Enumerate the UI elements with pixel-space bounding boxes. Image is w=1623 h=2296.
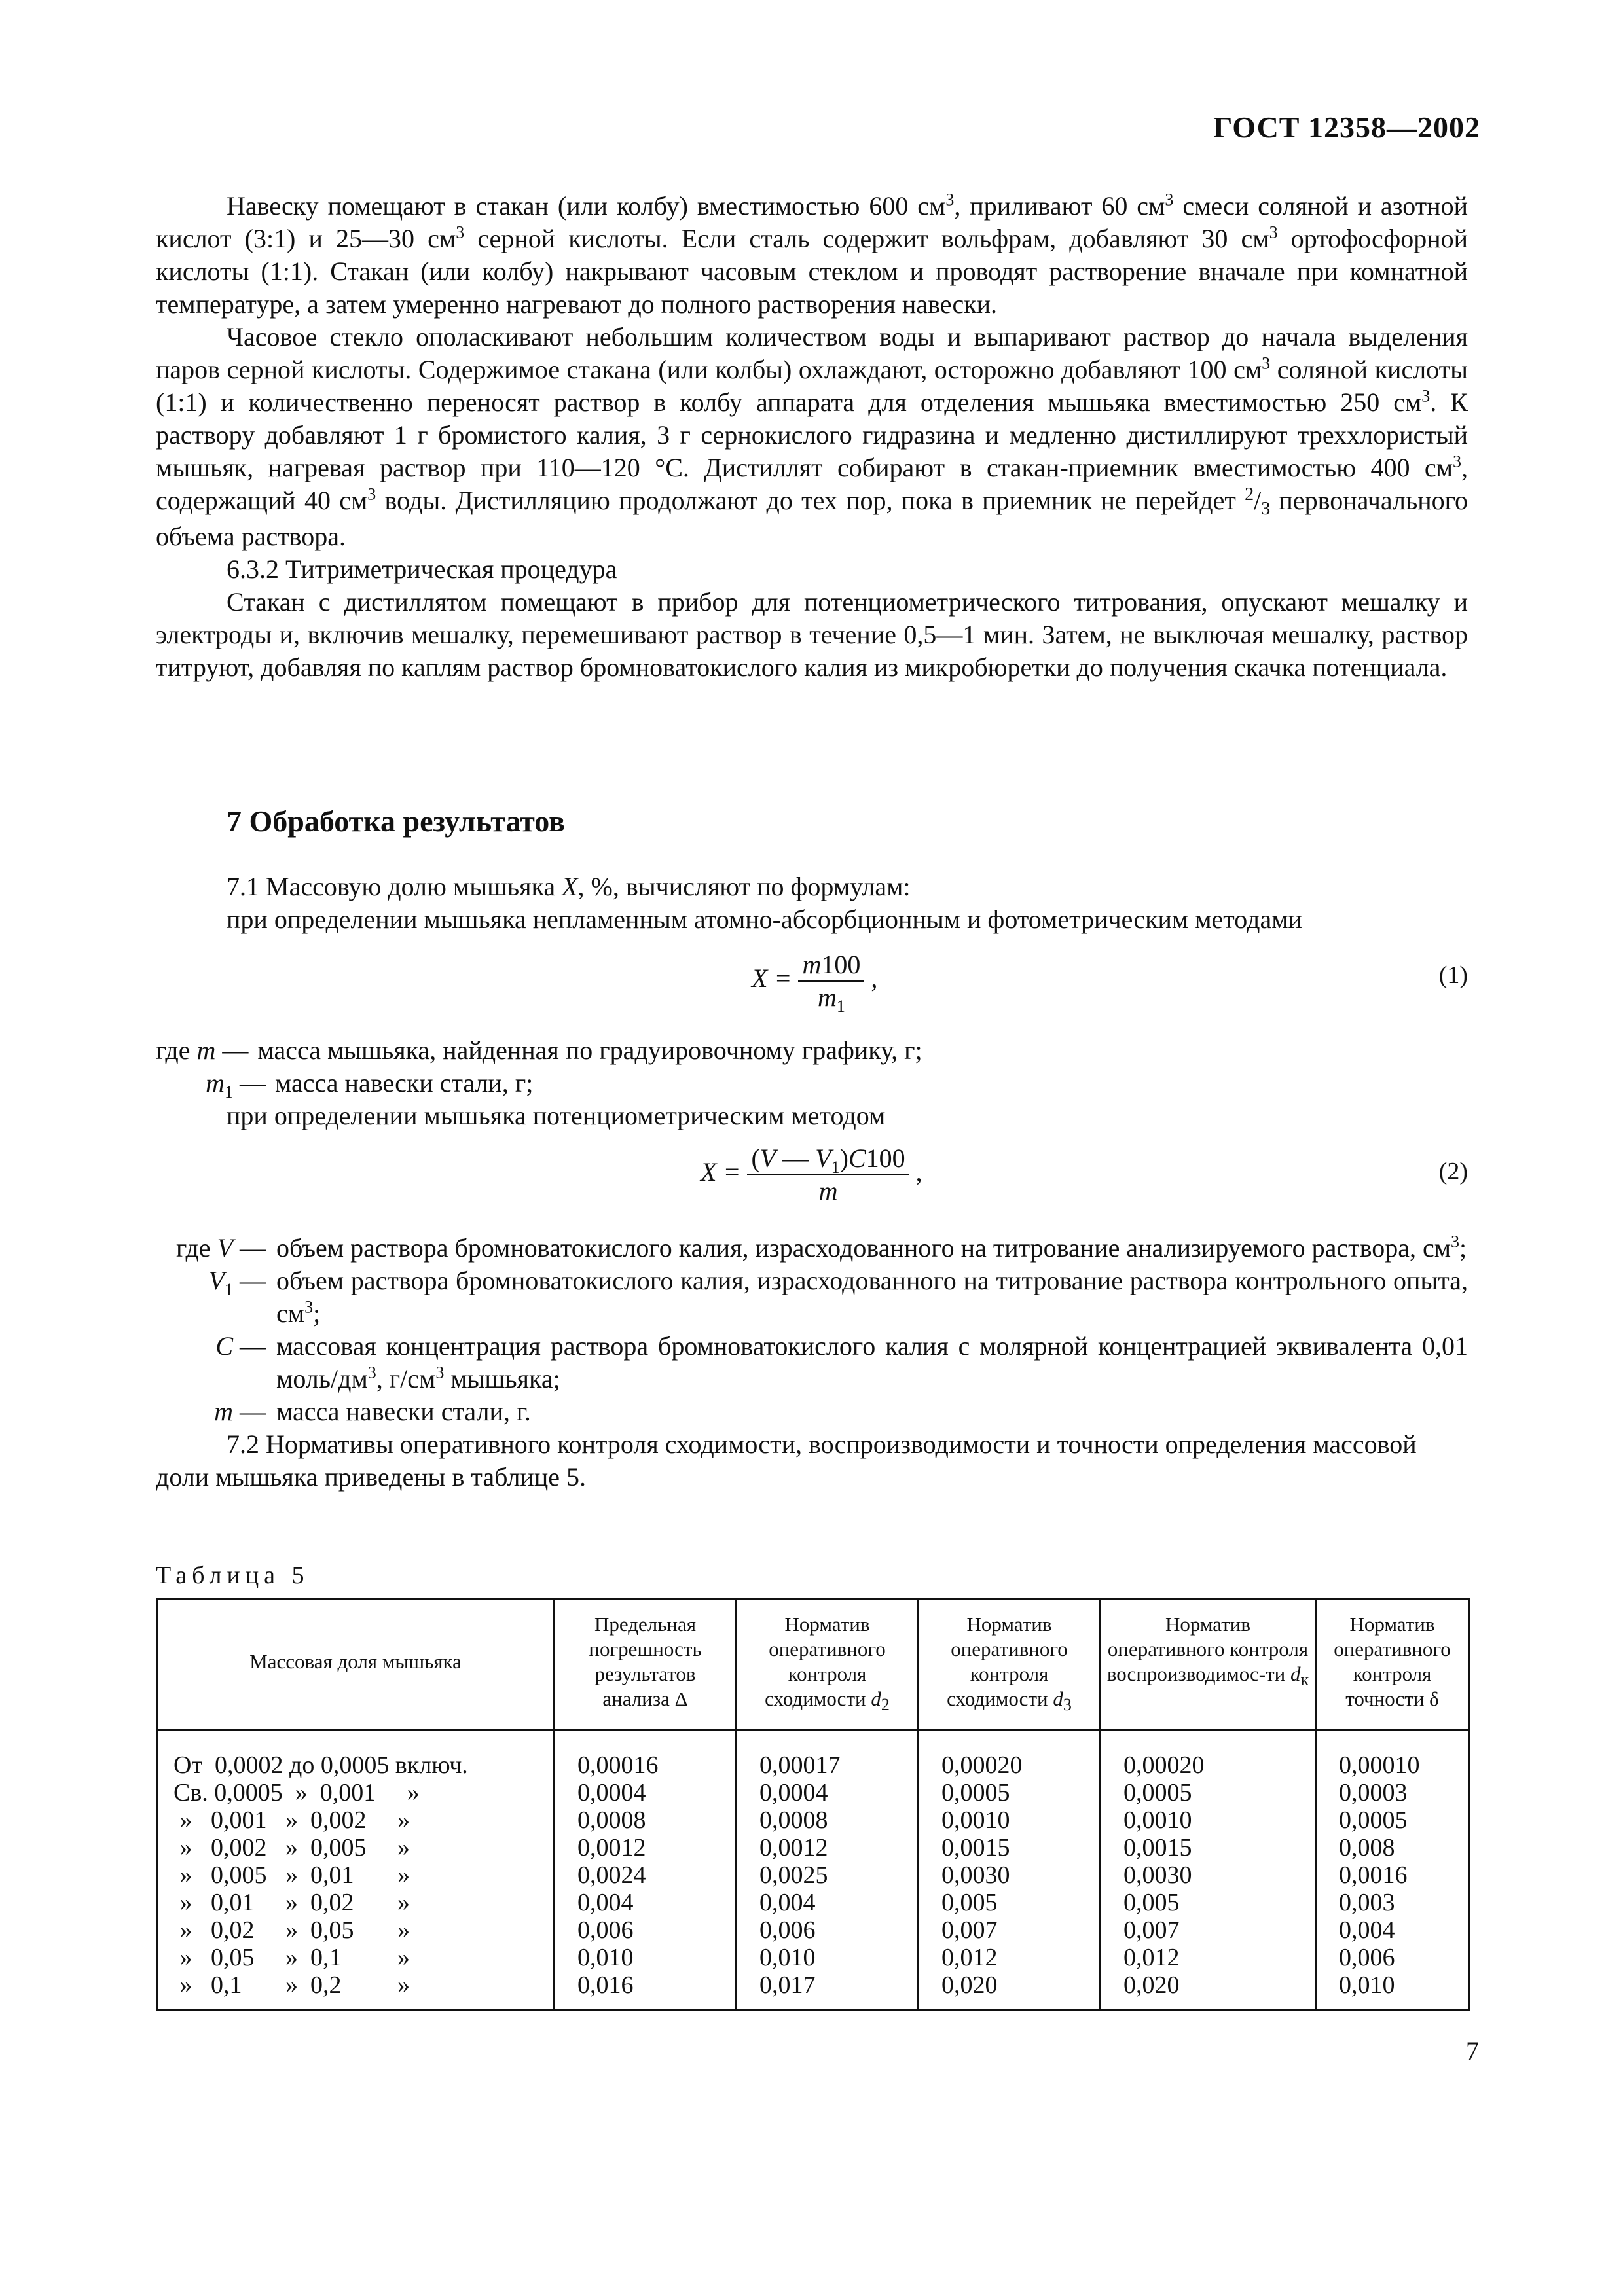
- table-cell: 0,005: [1123, 1889, 1180, 1916]
- header-repeatability-d2: Норматив оперативного контроля сходимости $d_2$: [737, 1600, 919, 1730]
- table-cell: 0,0004: [577, 1779, 646, 1806]
- column-d3: [919, 1730, 1101, 2011]
- table-cell: 0,003: [1339, 1889, 1395, 1916]
- definition-row: [156, 1034, 1468, 1067]
- table-cell: 0,012: [941, 1944, 998, 1971]
- table-cell: 0,020: [1123, 1971, 1180, 1999]
- definition-row: [156, 1330, 1468, 1395]
- formula-2-denominator: m: [818, 1176, 838, 1206]
- table-cell: 0,0010: [1123, 1806, 1192, 1834]
- page-number: 7: [1466, 2036, 1479, 2066]
- section-title: 7 Обработка результатов: [227, 804, 565, 838]
- table-caption: Таблица 5: [156, 1562, 310, 1589]
- column-ranges: [157, 1730, 555, 2011]
- subsection-6-3-2: 6.3.2 Титриметрическая процедура: [227, 554, 617, 584]
- table-cell: 0,0015: [1123, 1834, 1192, 1861]
- table-cell: 0,00020: [941, 1751, 1023, 1779]
- paragraph-titration: Стакан с дистиллятом помещают в прибор для потенциометрического титрования, опускают мешалку и электроды и, включив мешалку, перемешивают раствор в течение 0,5—1 мин. Затем, не выключая мешалку, раствор титруют, добавляя по каплям раствор бромноватокислого калия из микробюретки до получения скачка потенциала.: [156, 587, 1468, 682]
- definition-term: m —: [214, 1397, 266, 1426]
- table-cell: 0,0008: [577, 1806, 646, 1834]
- table-cell: 0,0016: [1339, 1861, 1408, 1889]
- definitions-2: [156, 1232, 1468, 1494]
- definition-term: C —: [215, 1331, 266, 1361]
- table-cell: 0,004: [577, 1889, 634, 1916]
- table-cell: » 0,02 » 0,05 »: [173, 1916, 410, 1944]
- table-cell: 0,0030: [941, 1861, 1010, 1889]
- table-cell: 0,00010: [1339, 1751, 1420, 1779]
- table-cell: 0,007: [941, 1916, 998, 1944]
- table-cell: » 0,1 » 0,2 »: [173, 1971, 410, 1999]
- intro-text: [156, 190, 1468, 684]
- paragraph-dissolution: Навеску помещают в стакан (или колбу) вместимостью 600 $см^3$, приливают 60 $см^3$ смеси соляной и азотной кислот (3:1) и 25—30 $см^3$ серной кислоты. Если сталь содержит вольфрам, добавляют 30 $см^3$ ортофосфорной кислоты (1:1). Стакан (или колбу) накрывают часовым стеклом и проводят растворение вначале при комнатной температуре, а затем умеренно нагревают до полного растворения навески.: [156, 190, 1468, 319]
- paragraph-method-pot: при определении мышьяка потенциометрическим методом: [227, 1101, 886, 1130]
- table-cell: 0,0010: [941, 1806, 1010, 1834]
- formula-1-fraction: [798, 949, 864, 1016]
- formula-1-tail: ,: [871, 963, 878, 994]
- definition-row: [156, 1395, 1468, 1428]
- table-cell: 0,00020: [1123, 1751, 1205, 1779]
- column-delta: [1316, 1730, 1469, 2011]
- paragraph-method-aa: при определении мышьяка непламенным атомно-абсорбционным и фотометрическим методами: [227, 905, 1302, 934]
- formula-2-numerator: (V — $V_1)C100$: [747, 1143, 909, 1175]
- table-5: [156, 1598, 1470, 2011]
- table-body-row: [157, 1730, 1469, 2011]
- table-cell: От 0,0002 до 0,0005 включ.: [173, 1751, 468, 1779]
- table-cell: 0,0012: [577, 1834, 646, 1861]
- paragraph-distillation: Часовое стекло ополаскивают небольшим количеством воды и выпаривают раствор до начала выделения паров серной кислоты. Содержимое стакана (или колбы) охлаждают, осторожно добавляют 100 $см^3$ соляной кислоты (1:1) и количественно переносят раствор в колбу аппарата для отделения мышьяка вместимостью 250 $см^3$. К раствору добавляют 1 г бромистого калия, 3 г сернокислого гидразина и медленно дистиллируют треххлористый мышьяк, нагревая раствор при 110—120 °С. Дистиллят собирают в стакан-приемник вместимостью 400 $см^3$, содержащий 40 $см^3$ воды. Дистилляцию продолжают до тех пор, пока в приемник не перейдет $^2/_3$ первоначального объема раствора.: [156, 322, 1468, 551]
- definition-term: $m_1$ —: [206, 1068, 266, 1102]
- table-cell: » 0,05 » 0,1 »: [173, 1944, 410, 1971]
- table-cell: 0,0024: [577, 1861, 646, 1889]
- table-cell: 0,010: [1339, 1971, 1395, 1999]
- formula-2-tail: ,: [915, 1157, 922, 1187]
- table-cell: 0,016: [577, 1971, 634, 1999]
- definition-desc: объем раствора бромноватокислого калия, израсходованного на титрование раствора контрольного опыта, $см^3$;: [276, 1266, 1468, 1328]
- definition-term: где m —: [156, 1035, 249, 1065]
- definition-term: $V_1$ —: [208, 1266, 266, 1299]
- table-cell: 0,0025: [759, 1861, 828, 1889]
- section-7-1: [156, 870, 1468, 936]
- table-cell: 0,012: [1123, 1944, 1180, 1971]
- table-cell: 0,0004: [759, 1779, 828, 1806]
- definition-row: [156, 1265, 1468, 1330]
- paragraph-7-1: 7.1 Массовую долю мышьяка X, %, вычисляют по формулам:: [227, 872, 911, 901]
- definition-row: [156, 1067, 1468, 1100]
- column-dk: [1101, 1730, 1316, 2011]
- definitions-1: [156, 1034, 1468, 1132]
- formula-1: [752, 949, 878, 1016]
- header-error-limit: Предельная погрешность результатов анализа Δ: [555, 1600, 737, 1730]
- definition-term: где V —: [176, 1233, 266, 1263]
- header-mass-fraction: Массовая доля мышьяка: [157, 1600, 555, 1730]
- definition-row: [156, 1232, 1468, 1265]
- table-cell: 0,006: [759, 1916, 816, 1944]
- table-cell: 0,007: [1123, 1916, 1180, 1944]
- formula-1-denominator: $m_1$: [817, 982, 845, 1016]
- formula-1-lhs: X =: [752, 963, 792, 994]
- table-cell: 0,006: [577, 1916, 634, 1944]
- formula-2: [701, 1143, 922, 1207]
- table-cell: 0,0003: [1339, 1779, 1408, 1806]
- definition-desc: массовая концентрация раствора бромноватокислого калия с молярной концентрацией эквивалента 0,01 моль/$дм^3$, $г/см^3$ мышьяка;: [276, 1331, 1468, 1393]
- table-cell: » 0,005 » 0,01 »: [173, 1861, 410, 1889]
- table-cell: 0,0005: [1339, 1806, 1408, 1834]
- table-cell: » 0,01 » 0,02 »: [173, 1889, 410, 1916]
- table-cell: 0,005: [941, 1889, 998, 1916]
- standard-header: ГОСТ 12358—2002: [1213, 111, 1480, 144]
- table-cell: 0,0008: [759, 1806, 828, 1834]
- table-cell: 0,0012: [759, 1834, 828, 1861]
- column-d2: [737, 1730, 919, 2011]
- formula-2-fraction: [747, 1143, 909, 1207]
- table-header-row: [157, 1600, 1469, 1730]
- formula-2-lhs: X =: [701, 1157, 741, 1187]
- header-accuracy-delta: Норматив оперативного контроля точности δ: [1316, 1600, 1469, 1730]
- table-cell: 0,004: [1339, 1916, 1395, 1944]
- table-cell: 0,006: [1339, 1944, 1395, 1971]
- table-cell: 0,00017: [759, 1751, 841, 1779]
- table-cell: 0,010: [577, 1944, 634, 1971]
- table-cell: 0,0005: [941, 1779, 1010, 1806]
- table-cell: 0,008: [1339, 1834, 1395, 1861]
- formula-1-numerator: m100: [798, 949, 864, 982]
- definition-desc: масса навески стали, г;: [275, 1068, 534, 1098]
- table-cell: 0,020: [941, 1971, 998, 1999]
- table-cell: 0,0015: [941, 1834, 1010, 1861]
- table-cell: 0,010: [759, 1944, 816, 1971]
- table-cell: 0,0005: [1123, 1779, 1192, 1806]
- paragraph-7-2: 7.2 Нормативы оперативного контроля сходимости, воспроизводимости и точности определения массовой доли мышьяка приведены в таблице 5.: [156, 1429, 1417, 1492]
- definition-desc: объем раствора бромноватокислого калия, израсходованного на титрование анализируемого раствора, $см^3$;: [276, 1232, 1467, 1263]
- definition-desc: масса навески стали, г.: [276, 1397, 531, 1426]
- column-error-limit: [555, 1730, 737, 2011]
- equation-number-2: (2): [1438, 1158, 1468, 1185]
- table-cell: 0,0030: [1123, 1861, 1192, 1889]
- table-cell: 0,00016: [577, 1751, 659, 1779]
- table-cell: Св. 0,0005 » 0,001 »: [173, 1779, 420, 1806]
- header-repeatability-d3: Норматив оперативного контроля сходимости $d_3$: [919, 1600, 1101, 1730]
- header-reproducibility-dk: Норматив оперативного контроля воспроизводимос-ти $d_к$: [1101, 1600, 1316, 1730]
- table-cell: 0,004: [759, 1889, 816, 1916]
- equation-number-1: (1): [1438, 961, 1468, 989]
- table-cell: » 0,001 » 0,002 »: [173, 1806, 410, 1834]
- table-cell: 0,017: [759, 1971, 816, 1999]
- definition-desc: масса мышьяка, найденная по градуировочному графику, г;: [257, 1035, 922, 1065]
- table-cell: » 0,002 » 0,005 »: [173, 1834, 410, 1861]
